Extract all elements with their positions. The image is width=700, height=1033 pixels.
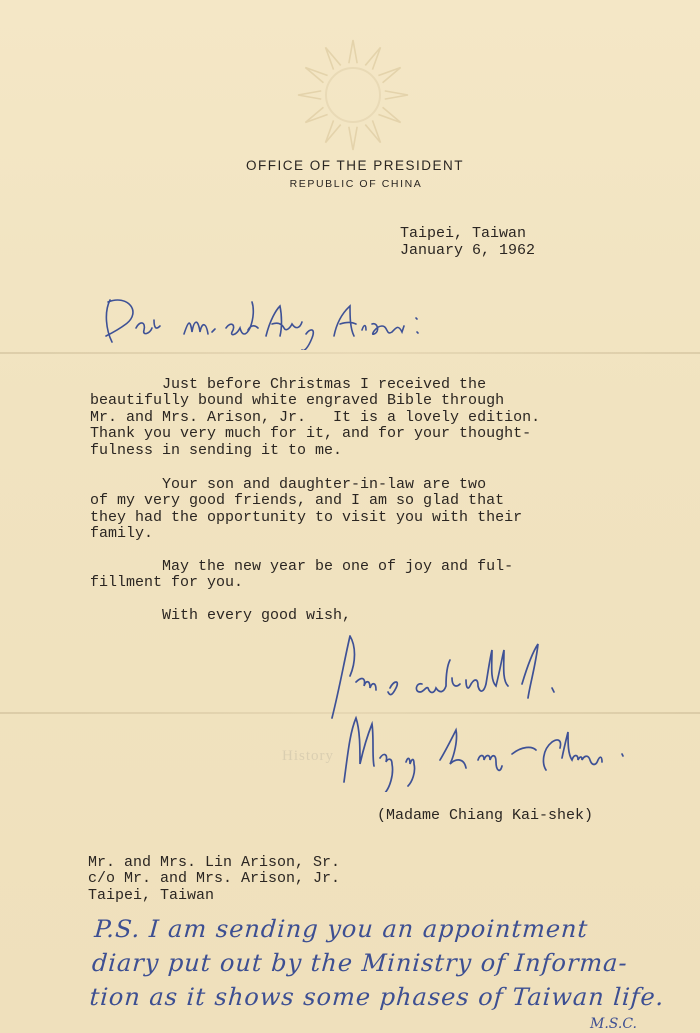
handwritten-signature: [330, 712, 640, 792]
postscript-line-2: diary put out by the Ministry of Informa-: [91, 949, 629, 977]
handwritten-postscript: [88, 912, 670, 1014]
watermark-text: History: [282, 748, 334, 764]
body-paragraph-2: Your son and daughter-in-law are two of my very good friends, and I am so glad that they had the opportunity to visit you with their family.: [90, 476, 523, 543]
dateline-date: January 6, 1962: [400, 242, 536, 259]
handwritten-salutation: [96, 290, 436, 350]
emblem-ray: [349, 127, 357, 150]
postscript-line-1: P.S. I am sending you an appointment: [93, 915, 590, 943]
handwritten-closing: [326, 632, 586, 722]
emblem-ray: [305, 107, 327, 122]
letterhead-subtitle: REPUBLIC OF CHINA: [289, 178, 423, 190]
body-paragraph-3: May the new year be one of joy and ful- fillment for you.: [90, 558, 514, 592]
emblem-ray: [326, 47, 341, 69]
emblem-ray: [326, 120, 341, 142]
postscript-initials: M.S.C.: [590, 1016, 637, 1032]
emblem-ray: [378, 68, 400, 83]
emblem-ray: [365, 47, 380, 69]
recipient-address: Mr. and Mrs. Lin Arison, Sr. c/o Mr. and Mrs. Arison, Jr. Taipei, Taiwan: [88, 854, 341, 904]
body-paragraph-1: Just before Christmas I received the beautifully bound white engraved Bible through Mr. and Mrs. Arison, Jr. It is a lovely edition. Thank you very much for it, and for your thought- fulness in sending it to me.: [90, 376, 541, 459]
emblem-ray: [305, 68, 327, 83]
emblem-ray: [378, 107, 400, 122]
emblem-ray: [365, 120, 380, 142]
typed-signature-name: (Madame Chiang Kai-shek): [377, 807, 594, 824]
sun-emblem-icon: [294, 36, 412, 154]
emblem-ray: [298, 91, 321, 99]
emblem-ray: [385, 91, 408, 99]
emblem-ray: [349, 40, 357, 63]
postscript-line-3: tion as it shows some phases of Taiwan life.: [88, 983, 666, 1011]
closing-line: With every good wish,: [90, 607, 352, 624]
dateline-place: Taipei, Taiwan: [400, 225, 527, 242]
letterhead-title: OFFICE OF THE PRESIDENT: [245, 158, 464, 173]
paper-fold: [0, 352, 700, 354]
